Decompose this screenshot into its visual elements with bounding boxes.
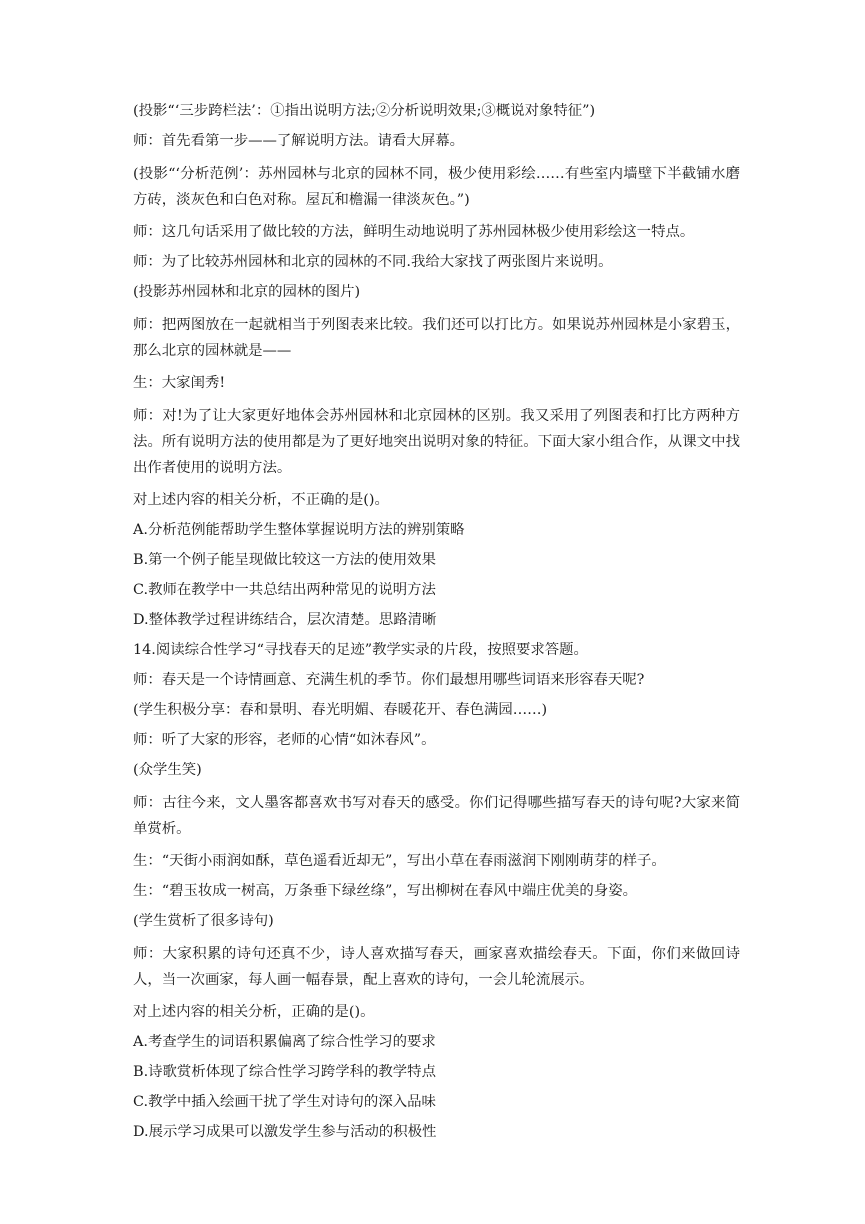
option-b: B.诗歌赏析体现了综合性学习跨学科的教学特点 [133, 1064, 436, 1080]
paragraph: 生：“碧玉妆成一树高，万条垂下绿丝绦”，写出柳树在春风中端庄优美的身姿。 [133, 883, 637, 899]
paragraph: 生：“天街小雨润如酥，草色遥看近却无”，写出小草在春雨滋润下刚刚萌芽的样子。 [133, 853, 666, 869]
paragraph: (投影“‘三步跨栏法’：①指出说明方法;②分析说明效果;③概说对象特征”) [133, 103, 596, 119]
paragraph: 师：首先看第一步——了解说明方法。请看大屏幕。 [133, 133, 464, 149]
option-d: D.展示学习成果可以激发学生参与活动的积极性 [133, 1124, 437, 1140]
paragraph: 师：为了比较苏州园林和北京的园林的不同.我给大家找了两张图片来说明。 [133, 254, 613, 270]
paragraph: (学生积极分享：春和景明、春光明媚、春暖花开、春色满园……) [133, 702, 548, 718]
paragraph: (投影苏州园林和北京的园林的图片) [133, 284, 361, 300]
paragraph: 师：听了大家的形容，老师的心情“如沐春风”。 [133, 732, 436, 748]
document-body [133, 101, 740, 1152]
option-c: C.教师在教学中一共总结出两种常见的说明方法 [133, 582, 436, 598]
paragraph: 师：这几句话采用了做比较的方法，鲜明生动地说明了苏州园林极少使用彩绘这一特点。 [133, 224, 695, 240]
paragraph: 师：对!为了让大家更好地体会苏州园林和北京园林的区别。我又采用了列图表和打比方两种方法。所有说明方法的使用都是为了更好地突出说明对象的特征。下面大家小组合作，从课文中找出作者使用的说明方法。 [133, 408, 740, 476]
paragraph: (投影“‘分析范例’：苏州园林与北京的园林不同，极少使用彩绘……有些室内墙壁下半截铺水磨方砖，淡灰色和白色对称。屋瓦和檐漏一律淡灰色。”) [133, 166, 740, 208]
question-heading: 14.阅读综合性学习“寻找春天的足迹”教学实录的片段，按照要求答题。 [133, 642, 588, 658]
option-a: A.分析范例能帮助学生整体掌握说明方法的辨别策略 [133, 522, 465, 538]
paragraph: 师：大家积累的诗句还真不少，诗人喜欢描写春天，画家喜欢描绘春天。下面，你们来做回诗人，当一次画家，每人画一幅春景，配上喜欢的诗句，一会儿轮流展示。 [133, 946, 740, 988]
question-stem: 对上述内容的相关分析，正确的是()。 [133, 1004, 375, 1020]
option-b: B.第一个例子能呈现做比较这一方法的使用效果 [133, 552, 436, 568]
question-stem: 对上述内容的相关分析，不正确的是()。 [133, 492, 389, 508]
paragraph: 师：把两图放在一起就相当于列图表来比较。我们还可以打比方。如果说苏州园林是小家碧玉，那么北京的园林就是—— [133, 317, 740, 359]
paragraph: (学生赏析了很多诗句) [133, 913, 274, 929]
option-c: C.教学中插入绘画干扰了学生对诗句的深入品味 [133, 1094, 436, 1110]
option-a: A.考查学生的词语积累偏离了综合性学习的要求 [133, 1034, 436, 1050]
paragraph: 生：大家闺秀! [133, 375, 226, 391]
option-d: D.整体教学过程讲练结合，层次清楚。思路清晰 [133, 612, 437, 628]
paragraph: (众学生笑) [133, 762, 202, 778]
paragraph: 师：春天是一个诗情画意、充满生机的季节。你们最想用哪些词语来形容春天呢? [133, 672, 645, 688]
paragraph: 师：古往今来，文人墨客都喜欢书写对春天的感受。你们记得哪些描写春天的诗句呢?大家来简单赏析。 [133, 795, 740, 837]
